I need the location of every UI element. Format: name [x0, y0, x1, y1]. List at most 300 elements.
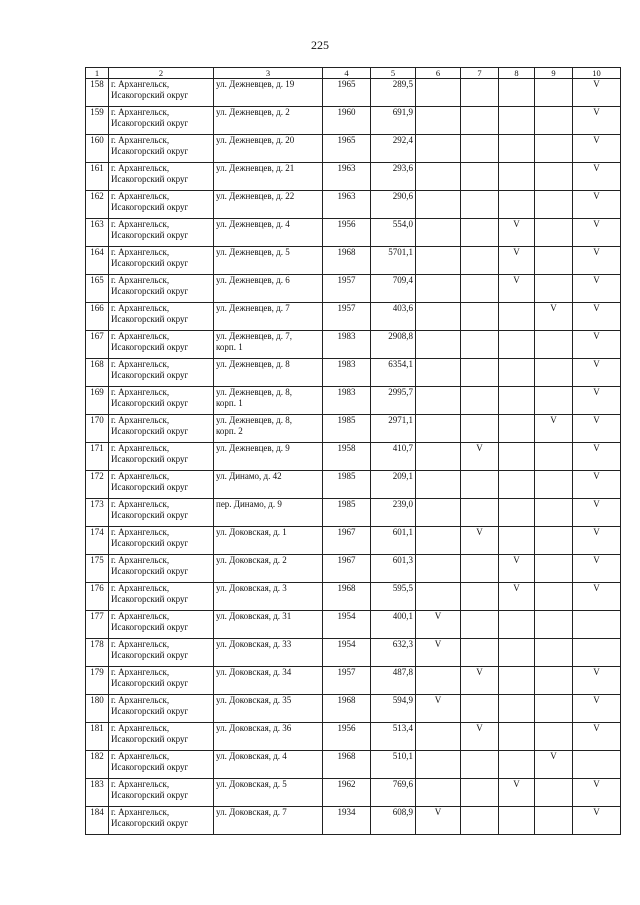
- mark-col-6: V: [416, 611, 461, 639]
- row-number: 165: [86, 275, 109, 303]
- location-cell-line: Исакогорский округ: [111, 314, 189, 324]
- address-cell-line: корп. 2: [216, 426, 243, 436]
- table-row: [86, 639, 621, 667]
- mark-col-9: V: [535, 751, 573, 779]
- area-cell: 410,7: [371, 443, 416, 471]
- location-cell-line: г. Архангельск,: [111, 695, 170, 705]
- mark-col-10: V: [573, 471, 621, 499]
- location-cell: [109, 191, 214, 219]
- mark-col-6: [416, 219, 461, 247]
- mark-col-7: [461, 555, 499, 583]
- table-row: [86, 751, 621, 779]
- address-cell-line: корп. 1: [216, 398, 243, 408]
- location-cell-line: Исакогорский округ: [111, 230, 189, 240]
- row-number: 173: [86, 499, 109, 527]
- row-number: 184: [86, 807, 109, 835]
- location-cell-line: Исакогорский округ: [111, 342, 189, 352]
- location-cell-line: Исакогорский округ: [111, 398, 189, 408]
- location-cell: [109, 639, 214, 667]
- row-number: 183: [86, 779, 109, 807]
- mark-col-10: V: [573, 415, 621, 443]
- mark-col-7: [461, 415, 499, 443]
- row-number: 176: [86, 583, 109, 611]
- mark-col-6: [416, 555, 461, 583]
- table-row: [86, 499, 621, 527]
- mark-col-6: [416, 107, 461, 135]
- row-number: 158: [86, 79, 109, 107]
- mark-col-8: [499, 303, 535, 331]
- row-number: 167: [86, 331, 109, 359]
- mark-col-10: V: [573, 79, 621, 107]
- mark-col-6: [416, 331, 461, 359]
- table-row: [86, 79, 621, 107]
- column-header: 9: [535, 68, 573, 79]
- mark-col-9: [535, 331, 573, 359]
- row-number: 171: [86, 443, 109, 471]
- location-cell-line: Исакогорский округ: [111, 146, 189, 156]
- mark-col-8: [499, 359, 535, 387]
- mark-col-7: [461, 219, 499, 247]
- address-cell: [214, 779, 323, 807]
- row-number: 168: [86, 359, 109, 387]
- location-cell-line: г. Архангельск,: [111, 331, 170, 341]
- mark-col-6: [416, 499, 461, 527]
- year-cell: 1968: [323, 695, 371, 723]
- mark-col-9: [535, 555, 573, 583]
- area-cell: 601,1: [371, 527, 416, 555]
- year-cell: 1968: [323, 583, 371, 611]
- mark-col-8: V: [499, 583, 535, 611]
- address-cell-line: ул. Доковская, д. 36: [216, 723, 292, 733]
- area-cell: 6354,1: [371, 359, 416, 387]
- mark-col-6: [416, 79, 461, 107]
- mark-col-6: [416, 275, 461, 303]
- mark-col-9: [535, 471, 573, 499]
- mark-col-10: V: [573, 247, 621, 275]
- address-cell-line: ул. Доковская, д. 33: [216, 639, 292, 649]
- location-cell: [109, 527, 214, 555]
- location-cell: [109, 163, 214, 191]
- location-cell: [109, 387, 214, 415]
- address-cell: [214, 387, 323, 415]
- mark-col-10: V: [573, 723, 621, 751]
- location-cell-line: г. Архангельск,: [111, 527, 170, 537]
- address-cell-line: ул. Дежневцев, д. 6: [216, 275, 290, 285]
- mark-col-6: [416, 527, 461, 555]
- mark-col-8: [499, 107, 535, 135]
- location-cell-line: г. Архангельск,: [111, 779, 170, 789]
- address-cell-line: ул. Доковская, д. 1: [216, 527, 287, 537]
- address-cell: [214, 639, 323, 667]
- mark-col-7: [461, 611, 499, 639]
- year-cell: 1967: [323, 555, 371, 583]
- location-cell-line: Исакогорский округ: [111, 650, 189, 660]
- location-cell-line: Исакогорский округ: [111, 90, 189, 100]
- mark-col-7: [461, 499, 499, 527]
- location-cell: [109, 723, 214, 751]
- mark-col-10: [573, 611, 621, 639]
- mark-col-6: [416, 247, 461, 275]
- year-cell: 1983: [323, 331, 371, 359]
- address-cell-line: ул. Доковская, д. 31: [216, 611, 292, 621]
- mark-col-9: [535, 443, 573, 471]
- table-row: [86, 807, 621, 835]
- mark-col-7: V: [461, 527, 499, 555]
- address-cell: [214, 359, 323, 387]
- location-cell: [109, 443, 214, 471]
- mark-col-8: [499, 163, 535, 191]
- mark-col-6: [416, 667, 461, 695]
- year-cell: 1968: [323, 247, 371, 275]
- mark-col-10: V: [573, 667, 621, 695]
- year-cell: 1985: [323, 499, 371, 527]
- column-header: 7: [461, 68, 499, 79]
- table-row: [86, 667, 621, 695]
- year-cell: 1960: [323, 107, 371, 135]
- address-cell-line: ул. Доковская, д. 7: [216, 807, 287, 817]
- mark-col-7: [461, 807, 499, 835]
- mark-col-10: V: [573, 359, 621, 387]
- location-cell-line: Исакогорский округ: [111, 286, 189, 296]
- mark-col-8: V: [499, 555, 535, 583]
- table-row: [86, 471, 621, 499]
- mark-col-7: [461, 275, 499, 303]
- year-cell: 1954: [323, 639, 371, 667]
- mark-col-9: [535, 247, 573, 275]
- table-row: [86, 163, 621, 191]
- page-number: 225: [311, 38, 329, 52]
- location-cell: [109, 107, 214, 135]
- row-number: 159: [86, 107, 109, 135]
- location-cell-line: Исакогорский округ: [111, 594, 189, 604]
- mark-col-9: V: [535, 303, 573, 331]
- mark-col-10: [573, 639, 621, 667]
- mark-col-6: [416, 443, 461, 471]
- address-cell: [214, 751, 323, 779]
- mark-col-7: [461, 779, 499, 807]
- mark-col-9: [535, 667, 573, 695]
- row-number: 177: [86, 611, 109, 639]
- location-cell-line: г. Архангельск,: [111, 135, 170, 145]
- mark-col-8: [499, 695, 535, 723]
- year-cell: 1934: [323, 807, 371, 835]
- mark-col-8: V: [499, 275, 535, 303]
- table-row: [86, 723, 621, 751]
- year-cell: 1983: [323, 387, 371, 415]
- year-cell: 1962: [323, 779, 371, 807]
- address-cell: [214, 527, 323, 555]
- address-cell: [214, 415, 323, 443]
- mark-col-10: V: [573, 135, 621, 163]
- area-cell: 289,5: [371, 79, 416, 107]
- mark-col-9: [535, 527, 573, 555]
- mark-col-8: V: [499, 247, 535, 275]
- mark-col-9: [535, 359, 573, 387]
- address-cell-line: ул. Дежневцев, д. 4: [216, 219, 290, 229]
- year-cell: 1957: [323, 303, 371, 331]
- mark-col-7: [461, 79, 499, 107]
- location-cell-line: Исакогорский округ: [111, 258, 189, 268]
- year-cell: 1985: [323, 415, 371, 443]
- address-cell-line: ул. Динамо, д. 42: [216, 471, 282, 481]
- mark-col-7: [461, 303, 499, 331]
- mark-col-7: [461, 135, 499, 163]
- mark-col-9: [535, 387, 573, 415]
- location-cell: [109, 247, 214, 275]
- table-row: [86, 275, 621, 303]
- mark-col-6: [416, 723, 461, 751]
- table-row: [86, 415, 621, 443]
- location-cell: [109, 807, 214, 835]
- year-cell: 1983: [323, 359, 371, 387]
- location-cell: [109, 779, 214, 807]
- mark-col-7: [461, 191, 499, 219]
- area-cell: 554,0: [371, 219, 416, 247]
- mark-col-6: [416, 471, 461, 499]
- mark-col-10: V: [573, 583, 621, 611]
- location-cell-line: Исакогорский округ: [111, 818, 189, 828]
- address-cell: [214, 135, 323, 163]
- location-cell-line: Исакогорский округ: [111, 174, 189, 184]
- location-cell-line: Исакогорский округ: [111, 734, 189, 744]
- year-cell: 1958: [323, 443, 371, 471]
- row-number: 162: [86, 191, 109, 219]
- location-cell: [109, 583, 214, 611]
- location-cell-line: Исакогорский округ: [111, 622, 189, 632]
- mark-col-6: [416, 779, 461, 807]
- mark-col-7: [461, 359, 499, 387]
- mark-col-6: [416, 135, 461, 163]
- mark-col-8: [499, 387, 535, 415]
- mark-col-6: V: [416, 807, 461, 835]
- location-cell-line: г. Архангельск,: [111, 443, 170, 453]
- address-cell-line: ул. Доковская, д. 5: [216, 779, 287, 789]
- area-cell: 5701,1: [371, 247, 416, 275]
- address-cell-line: ул. Дежневцев, д. 8,: [216, 415, 293, 425]
- location-cell: [109, 79, 214, 107]
- location-cell-line: г. Архангельск,: [111, 247, 170, 257]
- mark-col-8: [499, 751, 535, 779]
- mark-col-9: [535, 779, 573, 807]
- area-cell: 2995,7: [371, 387, 416, 415]
- mark-col-7: V: [461, 443, 499, 471]
- mark-col-6: [416, 191, 461, 219]
- mark-col-9: [535, 611, 573, 639]
- location-cell-line: г. Архангельск,: [111, 415, 170, 425]
- mark-col-8: [499, 135, 535, 163]
- year-cell: 1965: [323, 79, 371, 107]
- address-cell-line: ул. Доковская, д. 34: [216, 667, 292, 677]
- address-cell: [214, 443, 323, 471]
- location-cell-line: г. Архангельск,: [111, 499, 170, 509]
- location-cell: [109, 611, 214, 639]
- address-cell: [214, 555, 323, 583]
- area-cell: 292,4: [371, 135, 416, 163]
- location-cell-line: г. Архангельск,: [111, 163, 170, 173]
- address-cell: [214, 191, 323, 219]
- mark-col-7: [461, 331, 499, 359]
- column-header: 1: [86, 68, 109, 79]
- year-cell: 1957: [323, 275, 371, 303]
- location-cell-line: г. Архангельск,: [111, 611, 170, 621]
- address-cell-line: ул. Доковская, д. 3: [216, 583, 287, 593]
- location-cell-line: Исакогорский округ: [111, 118, 189, 128]
- row-number: 178: [86, 639, 109, 667]
- row-number: 166: [86, 303, 109, 331]
- area-cell: 594,9: [371, 695, 416, 723]
- table-row: [86, 583, 621, 611]
- mark-col-9: [535, 79, 573, 107]
- address-cell-line: ул. Дежневцев, д. 20: [216, 135, 295, 145]
- location-cell: [109, 667, 214, 695]
- address-cell: [214, 107, 323, 135]
- location-cell: [109, 415, 214, 443]
- area-cell: 601,3: [371, 555, 416, 583]
- mark-col-7: [461, 387, 499, 415]
- location-cell-line: г. Архангельск,: [111, 275, 170, 285]
- address-cell-line: ул. Дежневцев, д. 22: [216, 191, 295, 201]
- mark-col-9: [535, 191, 573, 219]
- mark-col-9: [535, 583, 573, 611]
- location-cell-line: Исакогорский округ: [111, 566, 189, 576]
- mark-col-6: V: [416, 639, 461, 667]
- mark-col-6: [416, 751, 461, 779]
- address-cell: [214, 499, 323, 527]
- table-row: [86, 387, 621, 415]
- column-header: 5: [371, 68, 416, 79]
- location-cell-line: Исакогорский округ: [111, 202, 189, 212]
- row-number: 179: [86, 667, 109, 695]
- mark-col-7: [461, 751, 499, 779]
- mark-col-8: [499, 191, 535, 219]
- location-cell: [109, 331, 214, 359]
- row-number: 169: [86, 387, 109, 415]
- area-cell: 510,1: [371, 751, 416, 779]
- area-cell: 632,3: [371, 639, 416, 667]
- column-header: 10: [573, 68, 621, 79]
- year-cell: 1965: [323, 135, 371, 163]
- year-cell: 1954: [323, 611, 371, 639]
- mark-col-8: [499, 807, 535, 835]
- address-cell-line: ул. Дежневцев, д. 2: [216, 107, 290, 117]
- mark-col-6: [416, 163, 461, 191]
- location-cell-line: Исакогорский округ: [111, 454, 189, 464]
- mark-col-7: [461, 163, 499, 191]
- mark-col-9: [535, 723, 573, 751]
- location-cell-line: Исакогорский округ: [111, 538, 189, 548]
- location-cell-line: г. Архангельск,: [111, 555, 170, 565]
- table-row: [86, 695, 621, 723]
- mark-col-10: V: [573, 807, 621, 835]
- location-cell-line: Исакогорский округ: [111, 790, 189, 800]
- area-cell: 2971,1: [371, 415, 416, 443]
- year-cell: 1956: [323, 723, 371, 751]
- location-cell: [109, 695, 214, 723]
- mark-col-10: V: [573, 163, 621, 191]
- address-cell: [214, 667, 323, 695]
- year-cell: 1967: [323, 527, 371, 555]
- location-cell-line: Исакогорский округ: [111, 678, 189, 688]
- table-row: [86, 443, 621, 471]
- location-cell: [109, 751, 214, 779]
- location-cell: [109, 499, 214, 527]
- address-cell: [214, 163, 323, 191]
- mark-col-9: V: [535, 415, 573, 443]
- column-header: 3: [214, 68, 323, 79]
- address-cell: [214, 611, 323, 639]
- area-cell: 209,1: [371, 471, 416, 499]
- mark-col-7: [461, 247, 499, 275]
- address-cell-line: пер. Динамо, д. 9: [216, 499, 282, 509]
- mark-col-8: [499, 639, 535, 667]
- location-cell-line: Исакогорский округ: [111, 426, 189, 436]
- location-cell-line: г. Архангельск,: [111, 807, 170, 817]
- location-cell-line: г. Архангельск,: [111, 387, 170, 397]
- location-cell-line: г. Архангельск,: [111, 191, 170, 201]
- row-number: 180: [86, 695, 109, 723]
- mark-col-10: V: [573, 107, 621, 135]
- mark-col-10: V: [573, 555, 621, 583]
- mark-col-10: V: [573, 779, 621, 807]
- mark-col-9: [535, 807, 573, 835]
- mark-col-8: [499, 471, 535, 499]
- address-cell: [214, 695, 323, 723]
- mark-col-9: [535, 107, 573, 135]
- table-row: [86, 331, 621, 359]
- mark-col-10: V: [573, 219, 621, 247]
- location-cell-line: Исакогорский округ: [111, 370, 189, 380]
- location-cell-line: г. Архангельск,: [111, 471, 170, 481]
- address-cell: [214, 303, 323, 331]
- address-cell-line: ул. Дежневцев, д. 8,: [216, 387, 293, 397]
- mark-col-8: [499, 415, 535, 443]
- location-cell: [109, 303, 214, 331]
- mark-col-10: V: [573, 499, 621, 527]
- mark-col-10: V: [573, 275, 621, 303]
- mark-col-8: V: [499, 779, 535, 807]
- area-cell: 608,9: [371, 807, 416, 835]
- location-cell-line: г. Архангельск,: [111, 583, 170, 593]
- row-number: 163: [86, 219, 109, 247]
- address-cell: [214, 471, 323, 499]
- mark-col-9: [535, 275, 573, 303]
- address-cell: [214, 723, 323, 751]
- area-cell: 2908,8: [371, 331, 416, 359]
- address-cell-line: ул. Дежневцев, д. 21: [216, 163, 295, 173]
- mark-col-8: V: [499, 219, 535, 247]
- location-cell-line: г. Архангельск,: [111, 723, 170, 733]
- mark-col-10: V: [573, 191, 621, 219]
- mark-col-7: V: [461, 667, 499, 695]
- address-cell-line: ул. Доковская, д. 35: [216, 695, 292, 705]
- mark-col-7: [461, 639, 499, 667]
- location-cell-line: г. Архангельск,: [111, 219, 170, 229]
- location-cell: [109, 275, 214, 303]
- mark-col-8: [499, 79, 535, 107]
- column-number-row: [86, 68, 621, 79]
- row-number: 164: [86, 247, 109, 275]
- address-cell-line: ул. Дежневцев, д. 8: [216, 359, 290, 369]
- address-cell-line: ул. Доковская, д. 4: [216, 751, 287, 761]
- year-cell: 1957: [323, 667, 371, 695]
- mark-col-9: [535, 695, 573, 723]
- location-cell: [109, 471, 214, 499]
- area-cell: 403,6: [371, 303, 416, 331]
- table-row: [86, 303, 621, 331]
- address-cell: [214, 583, 323, 611]
- address-cell: [214, 79, 323, 107]
- table-row: [86, 135, 621, 163]
